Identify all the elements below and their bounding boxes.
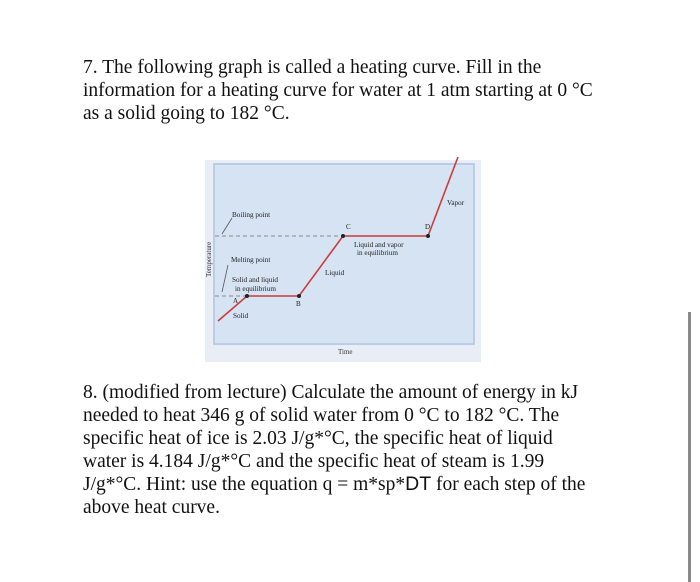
solid-liquid-label-line2: in equilibrium [235, 285, 276, 293]
liquid-vapor-label-line2: in equilibrium [357, 249, 398, 257]
question-8-line [83, 473, 643, 496]
question-8-line: water is 4.184 J/g*°C and the specific heat of steam is 1.99 [83, 451, 545, 472]
point-b-label: B [296, 300, 301, 308]
point-a-label: A [233, 297, 239, 305]
solid-label: Solid [233, 312, 249, 320]
question-8-line5-end: for each step of the [431, 474, 586, 495]
liquid-vapor-label-line1: Liquid and vapor [354, 241, 404, 249]
y-axis-label: Temperature [205, 241, 213, 277]
question-8-text [83, 381, 643, 519]
graph-panel [214, 164, 474, 344]
point-b-dot [297, 294, 301, 298]
page-edge-bar [688, 312, 691, 582]
x-axis-label: Time [338, 348, 353, 356]
point-a-dot [245, 294, 249, 298]
boiling-point-label: Boiling point [232, 211, 271, 219]
point-d-label: D [425, 223, 431, 231]
question-8-line: 8. (modified from lecture) Calculate the amount of energy in kJ [83, 382, 579, 403]
question-8-line: above heat curve. [83, 497, 220, 518]
question-8-line5-start: J/g*°C. Hint: use the equation q = m*sp* [83, 474, 406, 495]
question-8-line: needed to heat 346 g of solid water from 0 °C to 182 °C. The [83, 405, 560, 426]
delta-t-symbol: DT [405, 473, 432, 495]
point-c-label: C [346, 223, 351, 231]
point-d-dot [426, 234, 430, 238]
solid-liquid-label-line1: Solid and liquid [232, 276, 278, 284]
melting-point-label: Melting point [231, 256, 271, 264]
vapor-label: Vapor [447, 199, 465, 207]
question-7-line: information for a heating curve for water at 1 atm starting at 0 °C [83, 80, 593, 101]
question-7-line: as a solid going to 182 °C. [83, 103, 290, 124]
question-7-line: 7. The following graph is called a heating curve. Fill in the [83, 57, 542, 78]
liquid-label: Liquid [325, 269, 345, 277]
point-c-dot [341, 234, 345, 238]
question-8-line: specific heat of ice is 2.03 J/g*°C, the specific heat of liquid [83, 428, 553, 449]
